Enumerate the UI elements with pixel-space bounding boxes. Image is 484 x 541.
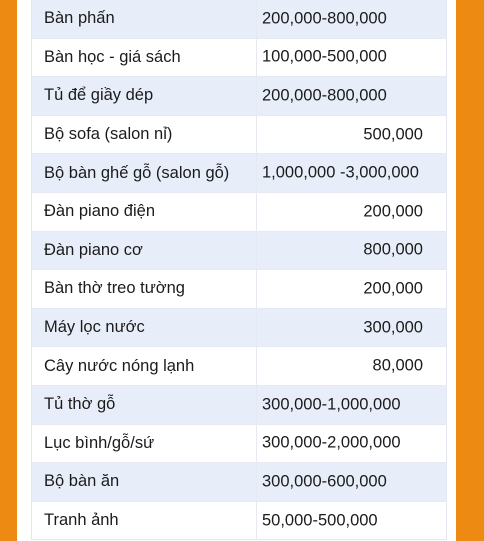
table-row — [32, 116, 446, 155]
table-row — [32, 193, 446, 232]
price-cell — [248, 193, 446, 231]
table-row — [32, 154, 446, 193]
item-name-cell: Đàn piano cơ — [44, 240, 143, 259]
price-cell — [248, 77, 446, 115]
price-cell — [248, 39, 446, 77]
item-name-cell: Tủ để giầy dép — [44, 86, 154, 105]
right-orange-border — [456, 0, 484, 541]
price-text: 300,000-2,000,000 — [262, 433, 401, 452]
price-text: 800,000 — [363, 240, 423, 259]
price-cell — [248, 502, 446, 540]
price-cell — [248, 270, 446, 308]
item-name-cell: Tranh ảnh — [44, 511, 119, 530]
item-name-cell: Cây nước nóng lạnh — [44, 356, 195, 375]
price-text: 80,000 — [372, 356, 423, 375]
price-text: 200,000-800,000 — [262, 86, 387, 105]
price-text: 100,000-500,000 — [262, 47, 387, 66]
table-row — [32, 425, 446, 464]
price-cell — [248, 347, 446, 385]
price-text: 300,000-600,000 — [262, 472, 387, 491]
table-row — [32, 386, 446, 425]
price-cell — [248, 386, 446, 424]
item-name-cell: Bộ bàn ăn — [44, 472, 120, 491]
price-cell — [248, 154, 446, 192]
price-text: 50,000-500,000 — [262, 511, 378, 530]
item-name-cell: Bàn thờ treo tường — [44, 279, 185, 298]
table-row — [32, 347, 446, 386]
price-cell — [248, 425, 446, 463]
table-row — [32, 0, 446, 39]
price-text: 200,000 — [363, 279, 423, 298]
price-cell — [248, 116, 446, 154]
item-name-cell: Tủ thờ gỗ — [44, 395, 116, 414]
item-name-cell: Bộ bàn ghế gỗ (salon gỗ) — [44, 163, 230, 182]
table-row — [32, 232, 446, 271]
price-text: 200,000-800,000 — [262, 9, 387, 28]
item-name-cell: Bàn học - giá sách — [44, 47, 181, 66]
table-row — [32, 463, 446, 502]
item-name-cell: Bộ sofa (salon nỉ) — [44, 125, 173, 144]
price-panel — [17, 0, 456, 541]
price-cell — [248, 0, 446, 38]
price-text: 200,000 — [363, 202, 423, 221]
price-text: 1,000,000 -3,000,000 — [262, 163, 419, 182]
price-text: 300,000 — [363, 318, 423, 337]
table-row — [32, 502, 446, 541]
price-text: 300,000-1,000,000 — [262, 395, 401, 414]
table-row — [32, 77, 446, 116]
price-text: 500,000 — [363, 125, 423, 144]
table-row — [32, 270, 446, 309]
item-name-cell: Bàn phấn — [44, 9, 115, 28]
price-cell — [248, 309, 446, 347]
table-row — [32, 309, 446, 348]
price-cell — [248, 463, 446, 501]
left-orange-border — [0, 0, 17, 541]
price-table — [31, 0, 447, 540]
item-name-cell: Đàn piano điện — [44, 202, 156, 221]
item-name-cell: Lục bình/gỗ/sứ — [44, 433, 155, 452]
item-name-cell: Máy lọc nước — [44, 318, 145, 337]
price-cell — [248, 232, 446, 270]
table-row — [32, 39, 446, 78]
